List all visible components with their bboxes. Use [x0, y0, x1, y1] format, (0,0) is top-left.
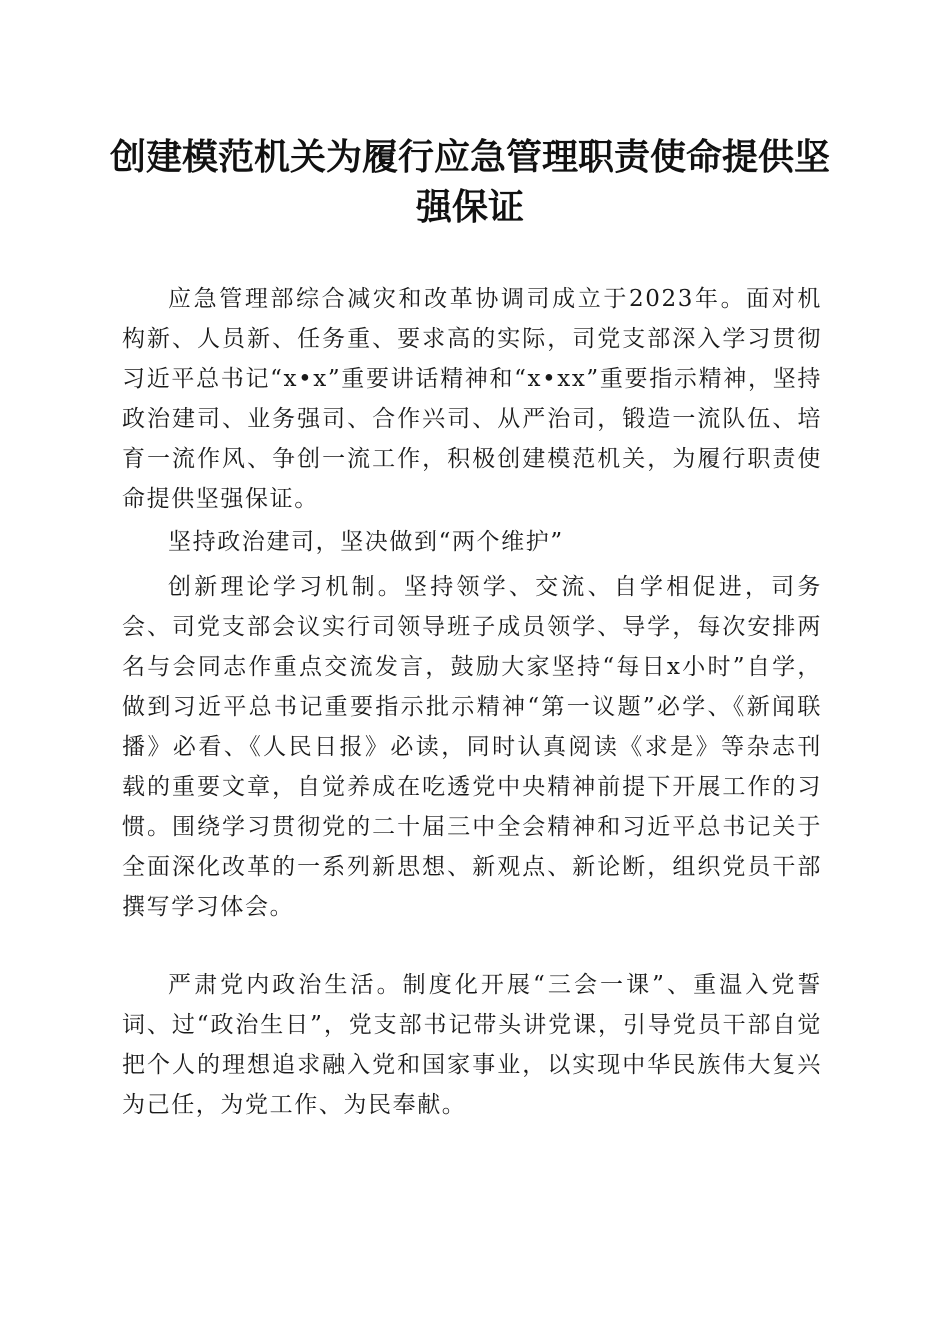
title-line-1: 创建模范机关为履行应急管理职责使命提供坚	[110, 136, 831, 178]
paragraph-intro: 应急管理部综合减灾和改革协调司成立于2023年。面对机构新、人员新、任务重、要求高的实际，司党支部深入学习贯彻习近平总书记“x•x”重要讲话精神和“x•xx”重要指示精神，坚持政治建司、业务强司、合作兴司、从严治司，锻造一流队伍、培育一流作风、争创一流工作，积极创建模范机关，为履行职责使命提供坚强保证。	[122, 286, 822, 512]
paragraph-political-life: 严肃党内政治生活。制度化开展“三会一课”、重温入党誓词、过“政治生日”，党支部书记带头讲党课，引导党员干部自觉把个人的理想追求融入党和国家事业，以实现中华民族伟大复兴为己任，为党工作、为民奉献。	[122, 972, 822, 1118]
document-title	[110, 132, 830, 232]
document-body	[122, 279, 822, 1125]
title-line-2: 强保证	[415, 186, 524, 228]
section-heading: 坚持政治建司，坚决做到“两个维护”	[168, 529, 564, 555]
paragraph-theory-study: 创新理论学习机制。坚持领学、交流、自学相促进，司务会、司党支部会议实行司领导班子成员领学、导学，每次安排两名与会同志作重点交流发言，鼓励大家坚持“每日x小时”自学，做到习近平总书记重要指示批示精神“第一议题”必学、《新闻联播》必看、《人民日报》必读，同时认真阅读《求是》等杂志刊载的重要文章，自觉养成在吃透党中央精神前提下开展工作的习惯。围绕学习贯彻党的二十届三中全会精神和习近平总书记关于全面深化改革的一系列新思想、新观点、新论断，组织党员干部撰写学习体会。	[122, 574, 822, 920]
